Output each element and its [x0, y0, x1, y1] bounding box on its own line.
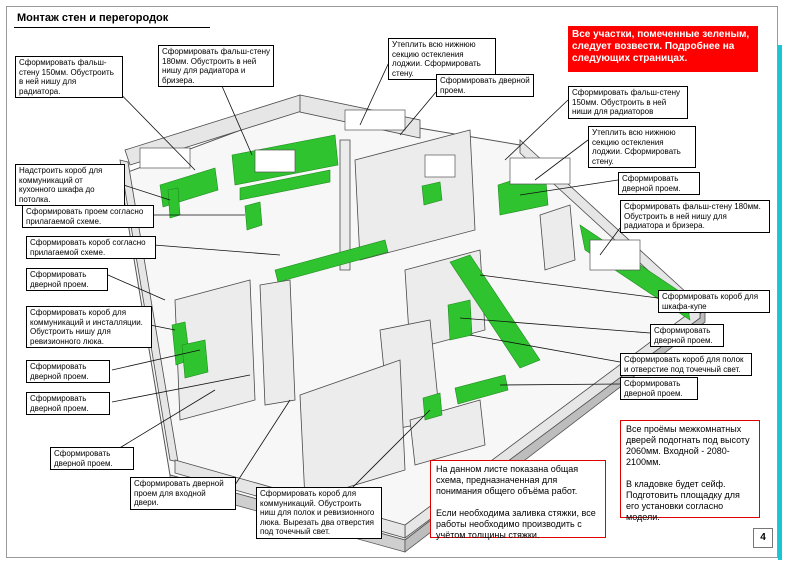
window-3: [345, 110, 405, 130]
callout-label: Сформировать дверной проем.: [50, 447, 134, 470]
callout-label: Надстроить короб для коммуникаций от кухонного шкафа до потолка.: [15, 164, 125, 206]
page-number: 4: [753, 528, 773, 548]
green-wall-bath: [182, 340, 208, 378]
info-box-doors: Все проёмы межкомнатных дверей подогнать под высоту 2060мм. Входной - 2080-2100мм. В кладовке будет сейф. Подготовить площадку для его установки согласно модели.: [620, 420, 760, 518]
green-wall-box-1: [168, 188, 180, 218]
callout-label: Сформировать фальш-стену 150мм. Обустроить в ней ниши для радиаторов: [568, 86, 688, 119]
callout-label: Сформировать дверной проем.: [26, 268, 108, 291]
window-6: [425, 155, 455, 177]
window-1: [140, 148, 190, 168]
callout-label: Сформировать дверной проем.: [436, 74, 534, 97]
callout-label: Сформировать дверной проем.: [618, 172, 700, 195]
callout-label: Сформировать фальш-стену 180мм. Обустроить в ней нишу для радиатора и бризера.: [620, 200, 770, 233]
callout-label: Сформировать короб для шкафа-купе: [658, 290, 770, 313]
callout-label: Утеплить всю нижнюю секцию остекления лоджии. Сформировать стену.: [588, 126, 696, 168]
callout-label: Сформировать фальш-стену 150мм. Обустроить в ней нишу для радиатора.: [15, 56, 123, 98]
green-areas-note: Все участки, помеченные зеленым, следует возвести. Подробнее на следующих страницах.: [568, 26, 758, 72]
window-5: [590, 240, 640, 270]
callout-label: Сформировать короб для коммуникаций. Обустроить ниш для полок и ревизионного люка. Вырезать два отверстия под точечный свет.: [256, 487, 382, 539]
callout-label: Сформировать фальш-стену 180мм. Обустроить в ней нишу для радиатора и бризера.: [158, 45, 274, 87]
wall-partition-5: [260, 280, 295, 405]
callout-label: Сформировать короб для полок и отверстие под точечный свет.: [620, 353, 752, 376]
window-4: [510, 158, 570, 184]
window-2: [255, 150, 295, 172]
title-underline: [14, 27, 210, 28]
callout-label: Утеплить всю нижнюю секцию остекления лоджии. Сформировать стену.: [388, 38, 496, 80]
green-wall-storage: [423, 393, 442, 420]
callout-label: Сформировать короб согласно прилагаемой схеме.: [26, 236, 156, 259]
callout-label: Сформировать дверной проем.: [620, 377, 698, 400]
callout-label: Сформировать дверной проем.: [26, 360, 110, 383]
wall-partition-9: [540, 205, 575, 270]
callout-label: Сформировать дверной проем для входной двери.: [130, 477, 236, 510]
info-box-general: На данном листе показана общая схема, предназначенная для понимания общего объёма работ. Если необходима заливка стяжки, все работы необходимо производить с учётом толщины стяжки.: [430, 460, 606, 538]
callout-label: Сформировать короб для коммуникаций и инсталляции. Обустроить нишу для ревизионного люка.: [26, 306, 152, 348]
green-wall-door-3: [448, 300, 472, 340]
green-wall-entrance: [245, 202, 262, 230]
callout-label: Сформировать дверной проем.: [650, 324, 724, 347]
callout-label: Сформировать проем согласно прилагаемой схеме.: [22, 205, 154, 228]
page-title: Монтаж стен и перегородок: [17, 12, 169, 24]
callout-label: Сформировать дверной проем.: [26, 392, 110, 415]
